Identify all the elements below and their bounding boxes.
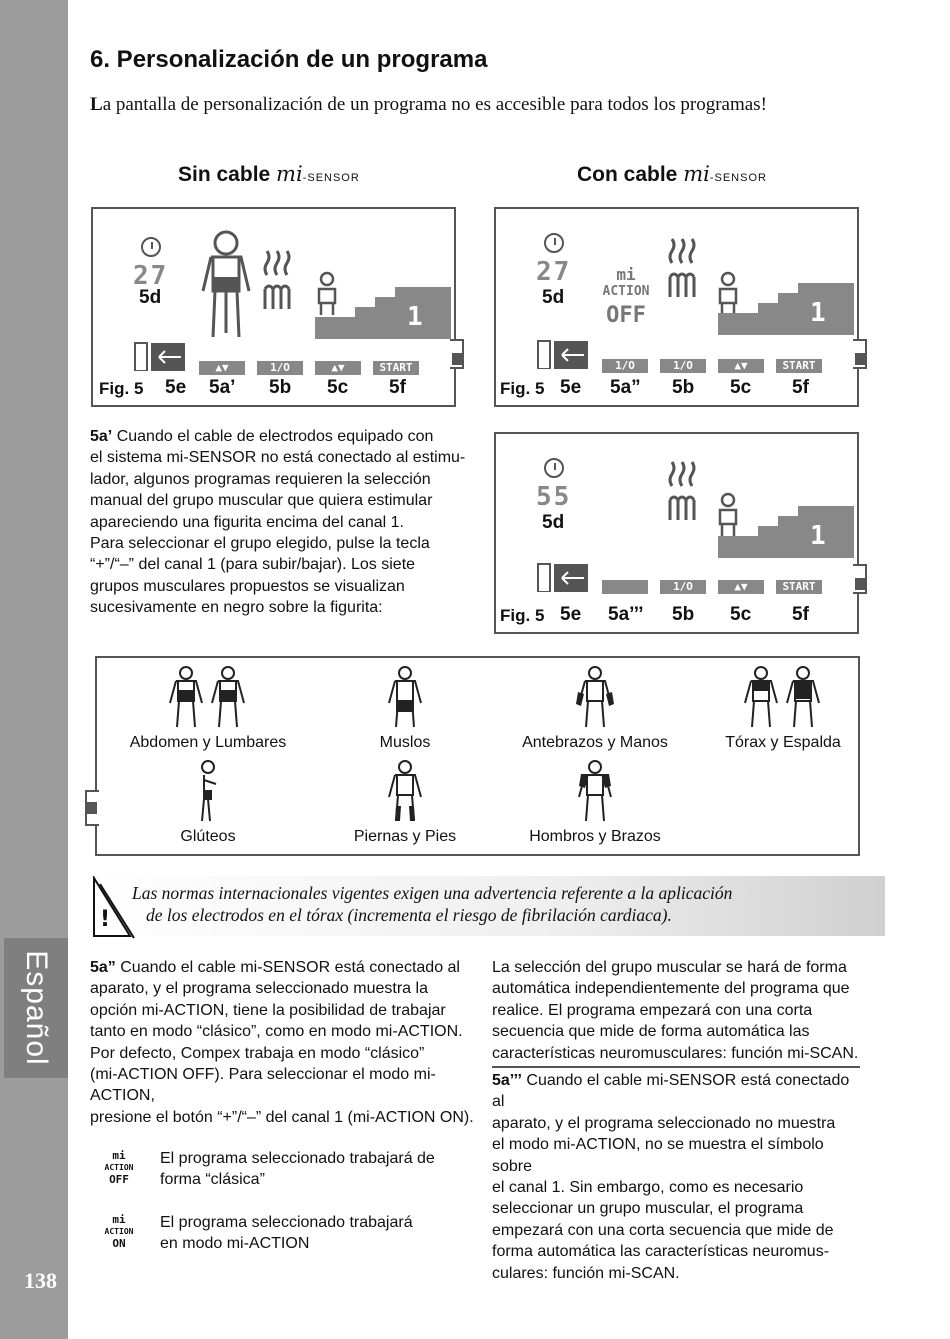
paragraph-5a-triple-prime <box>492 1070 864 1284</box>
sensor-label: -SENSOR <box>709 172 767 184</box>
muscle-group-thighs <box>335 666 475 752</box>
body-figure-icon <box>385 666 425 728</box>
intro-drop-letter: L <box>90 94 103 115</box>
text-line: realice. El programa empezará con una corta <box>492 1001 813 1019</box>
warning-text <box>132 882 732 926</box>
text-line: el canal 1. Sin embargo, como es necesario <box>492 1179 804 1197</box>
text-line: lador, algunos programas requieren la selección <box>90 470 431 488</box>
label-5d: 5d <box>542 512 565 533</box>
text-line: Cuando el cable mi-SENSOR está conectado al <box>120 959 460 976</box>
muscle-group-glutes <box>133 760 283 846</box>
muscle-label: Muslos <box>379 734 431 751</box>
body-figure-icon <box>575 666 615 728</box>
svg-text:!: ! <box>100 907 111 932</box>
text-line: presione el botón “+”/“–” del canal 1 (mi-ACTION ON). <box>90 1108 474 1126</box>
muscle-label: Glúteos <box>180 828 236 845</box>
left-column-heading <box>178 162 360 187</box>
callout-5a: 5a’ <box>209 377 236 398</box>
screen-panel-with-cable-action <box>494 207 859 407</box>
label-5d: 5d <box>139 287 162 308</box>
text-line: manual del grupo muscular que quiera estimular <box>90 492 433 510</box>
channel-button-updown[interactable]: ▲▼ <box>199 361 245 375</box>
heating-program-icon <box>666 237 702 297</box>
text-line: forma automática las características neuromus- <box>492 1243 830 1261</box>
muscle-label: Hombros y Brazos <box>529 828 661 845</box>
muscle-group-abdomen <box>123 666 293 752</box>
paragraph-5a-double-prime <box>90 957 475 1128</box>
figure-caption: Fig. 5 <box>99 379 144 398</box>
legend-on-text <box>160 1212 460 1255</box>
right-column-heading <box>577 162 767 187</box>
text-line: Cuando el cable mi-SENSOR está conectado al <box>492 1072 850 1111</box>
figure-caption: Fig. 5 <box>500 379 545 398</box>
intro-text: a pantalla de personalización de un programa no es accesible para todos los programas! <box>102 94 767 115</box>
text-line: aparato, y el programa seleccionado no muestra <box>492 1114 836 1132</box>
text-line: empezará con una corta secuencia que mide de <box>492 1221 834 1239</box>
section-title: 6. Personalización de un programa <box>90 46 488 73</box>
warning-line: Las normas internacionales vigentes exigen una advertencia referente a la aplicación <box>132 883 733 903</box>
screen-panel-without-cable <box>91 207 456 407</box>
callout-5b: 5b <box>269 377 292 398</box>
paragraph-ref: 5a” <box>90 959 116 976</box>
channel-number: 1 <box>810 298 826 328</box>
warning-triangle-icon <box>90 876 136 940</box>
text-line: sucesivamente en negro sobre la figurita: <box>90 599 383 617</box>
text-line: características neuromusculares: función mi-SCAN. <box>492 1044 859 1062</box>
paragraph-automatic-selection <box>492 957 864 1064</box>
channel-button-blank[interactable] <box>602 580 648 594</box>
body-figure-icon <box>385 760 425 822</box>
mi-action-on-icon <box>104 1214 134 1250</box>
paragraph-ref: 5a’ <box>90 428 113 445</box>
start-button[interactable]: START <box>776 359 822 373</box>
text-line: secuencia que mide de forma automática las <box>492 1023 810 1041</box>
clock-icon <box>141 237 161 257</box>
muscle-groups-box <box>95 656 860 856</box>
text-line: seleccionar un grupo muscular, el programa <box>492 1200 804 1218</box>
action-logo: mi <box>616 265 636 284</box>
channel-button-onoff[interactable]: 1/O <box>257 361 303 375</box>
panel-connector-tab <box>853 339 867 369</box>
page-number: 138 <box>24 1268 57 1293</box>
start-button[interactable]: START <box>373 361 419 375</box>
timer-digits: 27 <box>536 257 572 287</box>
callout-5c: 5c <box>327 377 349 398</box>
action-state: OFF <box>606 303 646 328</box>
text-line: el sistema mi-SENSOR no está conectado al estimu- <box>90 449 466 467</box>
icon-state: OFF <box>109 1173 129 1186</box>
text-line: Por defecto, Compex trabaja en modo “clásico” <box>90 1044 425 1062</box>
icon-label: ACTION <box>104 1227 134 1236</box>
clock-icon <box>544 458 564 478</box>
callout-5b: 5b <box>672 377 695 398</box>
channel-button-onoff[interactable]: 1/O <box>602 359 648 373</box>
icon-logo: mi <box>112 1149 126 1162</box>
callout-5e: 5e <box>165 377 187 398</box>
panel-connector-tab <box>853 564 867 594</box>
text-line: grupos musculares propuestos se visualizan <box>90 577 405 595</box>
muscle-group-chest-back <box>713 666 853 752</box>
icon-label: ACTION <box>104 1163 134 1172</box>
warning-line: de los electrodos en el tórax (incrementa el riesgo de fibrilación cardiaca). <box>146 905 672 925</box>
battery-back-icon <box>536 562 588 592</box>
callout-5c: 5c <box>730 377 752 398</box>
intro-paragraph <box>90 92 860 118</box>
callout-5f: 5f <box>389 377 406 398</box>
intensity-staircase-icon <box>718 281 854 335</box>
channel-button-onoff[interactable]: 1/O <box>660 359 706 373</box>
callout-5a: 5a” <box>610 377 641 398</box>
icon-logo: mi <box>112 1213 126 1226</box>
muscle-label: Abdomen y Lumbares <box>129 734 287 751</box>
body-figure-icon <box>188 760 228 822</box>
text-line: forma “clásica” <box>160 1171 265 1189</box>
muscle-group-legs-feet <box>331 760 479 846</box>
body-figure-icon <box>191 229 261 341</box>
text-line: en modo mi-ACTION <box>160 1235 310 1253</box>
action-label: ACTION <box>602 284 650 299</box>
icon-state: ON <box>112 1237 126 1250</box>
body-figure-icon <box>741 666 825 728</box>
mi-action-indicator <box>596 265 656 328</box>
battery-back-icon <box>133 341 185 371</box>
muscle-label: Piernas y Pies <box>353 828 457 845</box>
text-line: (mi-ACTION OFF). Para seleccionar el modo mi-ACTION, <box>90 1066 436 1105</box>
text-line: “+”/“–” del canal 1 (para subir/bajar). Los siete <box>90 556 416 574</box>
channel-button-updown[interactable]: ▲▼ <box>718 580 764 594</box>
sidebar-strip <box>0 0 68 1339</box>
label-5d: 5d <box>542 287 565 308</box>
timer-digits: 27 <box>133 261 169 291</box>
warning-banner <box>90 876 885 936</box>
text-line: La selección del grupo muscular se hará de forma <box>492 959 847 976</box>
text-line: culares: función mi-SCAN. <box>492 1264 680 1282</box>
text-line: opción mi-ACTION, tiene la posibilidad de trabajar <box>90 1001 446 1019</box>
text-line: apareciendo una figurita encima del canal 1. <box>90 513 404 531</box>
callout-5b: 5b <box>672 604 695 625</box>
mi-logo: mi <box>276 162 303 186</box>
language-label: Español <box>20 950 53 1066</box>
callout-5a: 5a’’’ <box>608 604 644 625</box>
clock-icon <box>544 233 564 253</box>
callout-5e: 5e <box>560 377 582 398</box>
legend-off-text <box>160 1148 460 1191</box>
intensity-staircase-icon <box>315 285 451 339</box>
muscle-group-forearms <box>505 666 685 752</box>
text-line: aparato, y el programa seleccionado muestra la <box>90 980 428 998</box>
callout-5f: 5f <box>792 604 809 625</box>
text-line: tanto en modo “clásico”, como en modo mi-ACTION. <box>90 1023 463 1041</box>
mi-action-off-icon <box>104 1150 134 1186</box>
screen-panel-with-cable-no-action <box>494 432 859 634</box>
muscle-group-shoulders-arms <box>515 760 675 846</box>
body-figure-icon <box>575 760 615 822</box>
paragraph-5a-prime <box>90 426 475 619</box>
language-tab <box>4 938 68 1078</box>
channel-button-updown[interactable]: ▲▼ <box>718 359 764 373</box>
muscle-label: Antebrazos y Manos <box>522 734 668 751</box>
body-figure-icon <box>166 666 250 728</box>
timer-digits: 55 <box>536 482 572 512</box>
heating-program-icon <box>666 460 702 520</box>
channel-number: 1 <box>407 302 423 332</box>
sensor-label: -SENSOR <box>302 172 360 184</box>
callout-5f: 5f <box>792 377 809 398</box>
battery-back-icon <box>536 339 588 369</box>
text-line: automática independientemente del programa que <box>492 980 850 998</box>
channel-number: 1 <box>810 521 826 551</box>
muscle-label: Tórax y Espalda <box>725 734 841 751</box>
channel-button-onoff[interactable]: 1/O <box>660 580 706 594</box>
panel-connector-tab <box>85 790 99 826</box>
paragraph-ref: 5a’’’ <box>492 1072 522 1089</box>
heading-text: Sin cable <box>178 163 271 186</box>
heading-text: Con cable <box>577 163 678 186</box>
intensity-staircase-icon <box>718 504 854 558</box>
divider-line <box>492 1066 860 1068</box>
callout-5c: 5c <box>730 604 752 625</box>
start-button[interactable]: START <box>776 580 822 594</box>
panel-connector-tab <box>450 339 464 369</box>
text-line: el modo mi-ACTION, no se muestra el símbolo sobre <box>492 1136 824 1175</box>
channel-button-updown[interactable]: ▲▼ <box>315 361 361 375</box>
text-line: El programa seleccionado trabajará de <box>160 1150 435 1167</box>
callout-5e: 5e <box>560 604 582 625</box>
text-line: Cuando el cable de electrodos equipado con <box>116 428 434 445</box>
heating-program-icon <box>261 249 297 309</box>
text-line: El programa seleccionado trabajará <box>160 1214 413 1231</box>
text-line: Para seleccionar el grupo elegido, pulse la tecla <box>90 535 430 553</box>
mi-logo: mi <box>683 162 710 186</box>
figure-caption: Fig. 5 <box>500 606 545 625</box>
